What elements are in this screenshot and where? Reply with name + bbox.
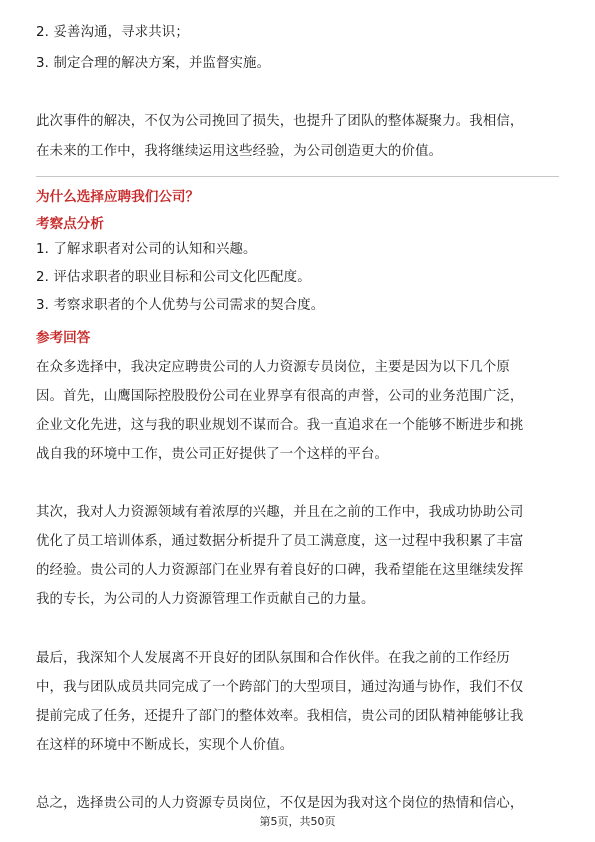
answer-p3-line-4: 在这样的环境中不断成长，实现个人价值。: [36, 738, 294, 753]
answer-p4-line-1: 总之，选择贵公司的人力资源专员岗位，不仅是因为我对这个岗位的热情和信心，: [36, 796, 524, 811]
answer-p2-line-3: 的经验。贵公司的人力资源部门在业界有着良好的口碑，我希望能在这里继续发挥: [36, 563, 524, 578]
page-number: 第5页，共50页: [259, 815, 336, 828]
answer-p3-line-3: 提前完成了任务，还提升了部门的整体效率。我相信，贵公司的团队精神能够让我: [36, 709, 524, 724]
answer-p3-line-2: 中，我与团队成员共同完成了一个跨部门的大型项目，通过沟通与协作，我们不仅: [36, 680, 524, 695]
analysis-item-2: 2. 评估求职者的职业目标和公司文化匹配度。: [36, 270, 311, 285]
answer-p1-line-3: 企业文化先进，这与我的职业规划不谋而合。我一直追求在一个能够不断进步和挑: [36, 418, 524, 433]
list-item-2: 2. 妥善沟通，寻求共识；: [36, 25, 189, 40]
analysis-item-1: 1. 了解求职者对公司的认知和兴趣。: [36, 242, 257, 257]
answer-p1-line-2: 因。首先，山鹰国际控股股份公司在业界享有很高的声誉，公司的业务范围广泛，: [36, 389, 524, 404]
section-divider: [36, 176, 559, 177]
answer-heading: 参考回答: [36, 330, 91, 346]
question-heading: 为什么选择应聘我们公司？: [36, 189, 200, 205]
answer-p2-line-1: 其次，我对人力资源领域有着浓厚的兴趣，并且在之前的工作中，我成功协助公司: [36, 505, 524, 520]
answer-p1-line-4: 战自我的环境中工作，贵公司正好提供了一个这样的平台。: [36, 447, 389, 462]
answer-p1-line-1: 在众多选择中，我决定应聘贵公司的人力资源专员岗位，主要是因为以下几个原: [36, 360, 510, 375]
answer-p2-line-4: 我的专长，为公司的人力资源管理工作贡献自己的力量。: [36, 592, 375, 607]
conclusion-line-2: 在未来的工作中，我将继续运用这些经验，为公司创造更大的价值。: [36, 144, 443, 159]
conclusion-line-1: 此次事件的解决，不仅为公司挽回了损失，也提升了团队的整体凝聚力。我相信，: [36, 114, 524, 129]
list-item-3: 3. 制定合理的解决方案，并监督实施。: [36, 56, 271, 71]
analysis-heading: 考察点分析: [36, 216, 104, 232]
answer-p2-line-2: 优化了员工培训体系，通过数据分析提升了员工满意度，这一过程中我积累了丰富: [36, 534, 524, 549]
analysis-item-3: 3. 考察求职者的个人优势与公司需求的契合度。: [36, 298, 325, 313]
answer-p3-line-1: 最后，我深知个人发展离不开良好的团队氛围和合作伙伴。在我之前的工作经历: [36, 651, 510, 666]
